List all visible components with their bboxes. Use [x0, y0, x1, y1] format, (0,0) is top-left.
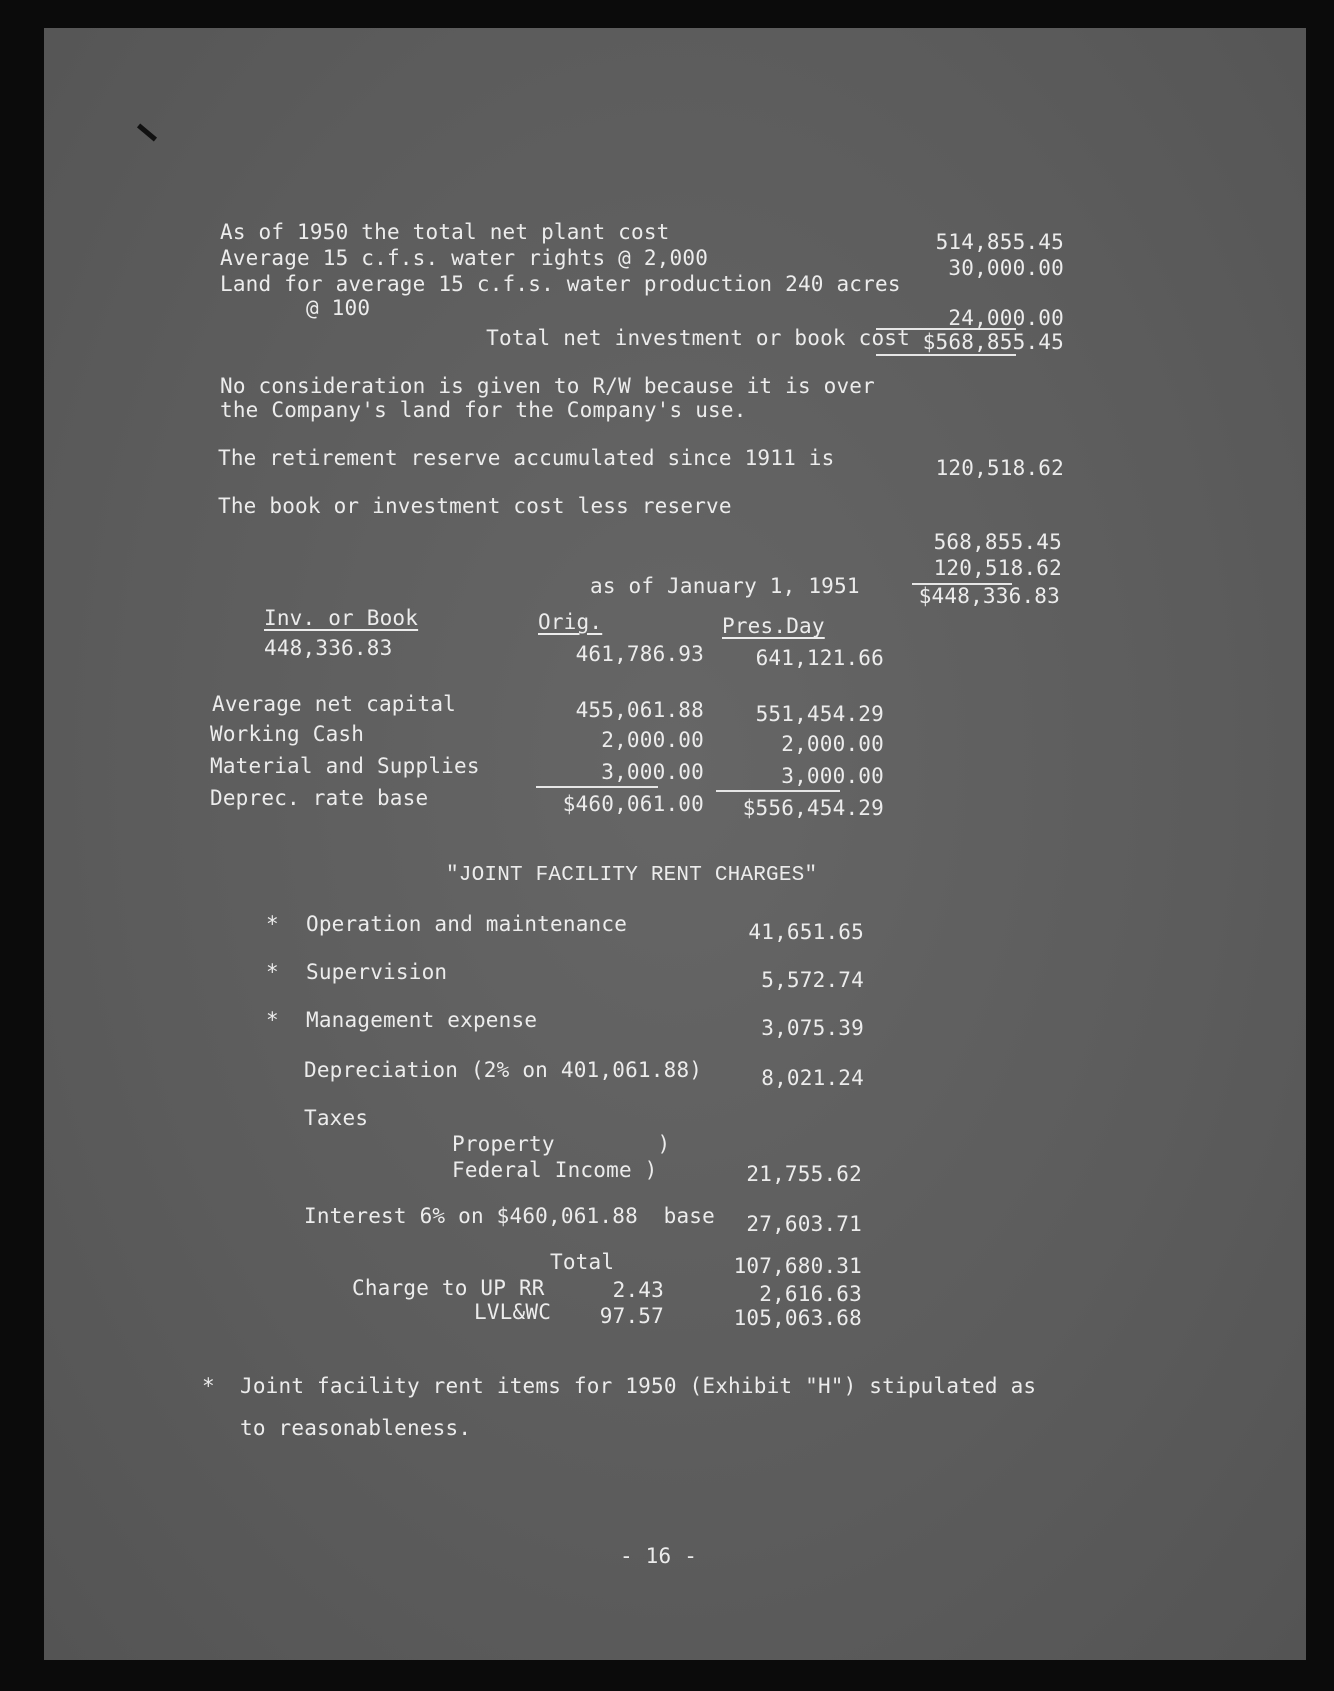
table-row-label: Working Cash: [210, 722, 365, 746]
joint-total-label: Total: [550, 1250, 615, 1274]
footnote-star: *: [202, 1374, 215, 1398]
table-pres-rule: [716, 790, 840, 792]
rw-note-line-1: No consideration is given to R/W because it is over: [220, 374, 875, 398]
joint-title: "JOINT FACILITY RENT CHARGES": [446, 864, 818, 887]
table-header-orig: Orig.: [538, 610, 603, 634]
joint-item-label: Depreciation (2% on 401,061.88): [304, 1058, 703, 1082]
joint-item-value: 8,021.24: [761, 1066, 864, 1090]
table-first-inv-book: 448,336.83: [264, 636, 393, 660]
book-less-as-of: as of January 1, 1951: [590, 574, 860, 598]
table-row-label: Material and Supplies: [210, 754, 480, 778]
joint-item-star: *: [266, 912, 279, 936]
table-first-pres: 641,121.66: [755, 646, 884, 670]
joint-item-label: Supervision: [306, 960, 448, 984]
plant-line-3-value: 24,000.00: [948, 306, 1064, 330]
charge-lvl-label: LVL&WC: [474, 1300, 552, 1324]
joint-item-value: 41,651.65: [748, 920, 864, 944]
plant-total-value: $568,855.45: [922, 330, 1064, 354]
table-row-pres: 3,000.00: [781, 764, 884, 788]
joint-item-value: 3,075.39: [761, 1016, 864, 1040]
table-first-orig: 461,786.93: [575, 642, 704, 666]
joint-item-star: *: [266, 960, 279, 984]
table-row-orig: 2,000.00: [601, 728, 704, 752]
taxes-federal-income: Federal Income ): [452, 1158, 658, 1182]
joint-item-label: Operation and maintenance: [306, 912, 628, 936]
document-page: [44, 28, 1306, 1660]
book-less-value-1: 568,855.45: [933, 530, 1062, 554]
charge-lvl-value: 105,063.68: [733, 1306, 862, 1330]
table-row-orig: $460,061.00: [562, 792, 704, 816]
page-number: - 16 -: [620, 1544, 698, 1568]
plant-line-1-label: As of 1950 the total net plant cost: [220, 220, 670, 244]
table-row-pres: 2,000.00: [781, 732, 884, 756]
plant-line-3-label: Land for average 15 c.f.s. water production 240 acres: [220, 272, 901, 296]
reserve-value: 120,518.62: [935, 456, 1064, 480]
joint-item-value: 5,572.74: [761, 968, 864, 992]
scan-mark: [137, 124, 157, 142]
table-row-label: Deprec. rate base: [210, 786, 429, 810]
joint-total-value: 107,680.31: [733, 1254, 862, 1278]
charge-up-value: 2,616.63: [759, 1282, 862, 1306]
rw-note-line-2: the Company's land for the Company's use.: [220, 398, 747, 422]
plant-total-label: Total net investment or book cost: [486, 326, 910, 350]
table-orig-rule: [536, 786, 658, 788]
taxes-value: 21,755.62: [746, 1162, 862, 1186]
footnote-line-1: Joint facility rent items for 1950 (Exhibit "H") stipulated as: [240, 1374, 1037, 1398]
taxes-property: Property ): [452, 1132, 671, 1156]
footnote-line-2: to reasonableness.: [240, 1416, 472, 1440]
table-row-orig: 3,000.00: [601, 760, 704, 784]
charge-up-label: Charge to UP RR: [352, 1276, 545, 1300]
table-header-pres-day: Pres.Day: [722, 614, 825, 638]
joint-item-star: *: [266, 1008, 279, 1032]
book-less-result: $448,336.83: [918, 584, 1060, 608]
taxes-label: Taxes: [304, 1106, 369, 1130]
book-less-label: The book or investment cost less reserve: [218, 494, 732, 518]
plant-line-3-sub: @ 100: [306, 296, 371, 320]
plant-line-2-value: 30,000.00: [948, 256, 1064, 280]
charge-up-pct: 2.43: [612, 1278, 664, 1302]
interest-value: 27,603.71: [746, 1212, 862, 1236]
joint-item-label: Management expense: [306, 1008, 538, 1032]
plant-line-2-label: Average 15 c.f.s. water rights @ 2,000: [220, 246, 709, 270]
reserve-label: The retirement reserve accumulated since 1911 is: [218, 446, 835, 470]
table-header-inv-book: Inv. or Book: [264, 606, 419, 630]
plant-line-1-value: 514,855.45: [935, 230, 1064, 254]
table-row-pres: 551,454.29: [755, 702, 884, 726]
table-row-pres: $556,454.29: [742, 796, 884, 820]
book-less-value-2: 120,518.62: [933, 556, 1062, 580]
table-row-label: Average net capital: [212, 692, 457, 716]
table-row-orig: 455,061.88: [575, 698, 704, 722]
charge-lvl-pct: 97.57: [599, 1304, 664, 1328]
interest-label: Interest 6% on $460,061.88 base: [304, 1204, 715, 1228]
